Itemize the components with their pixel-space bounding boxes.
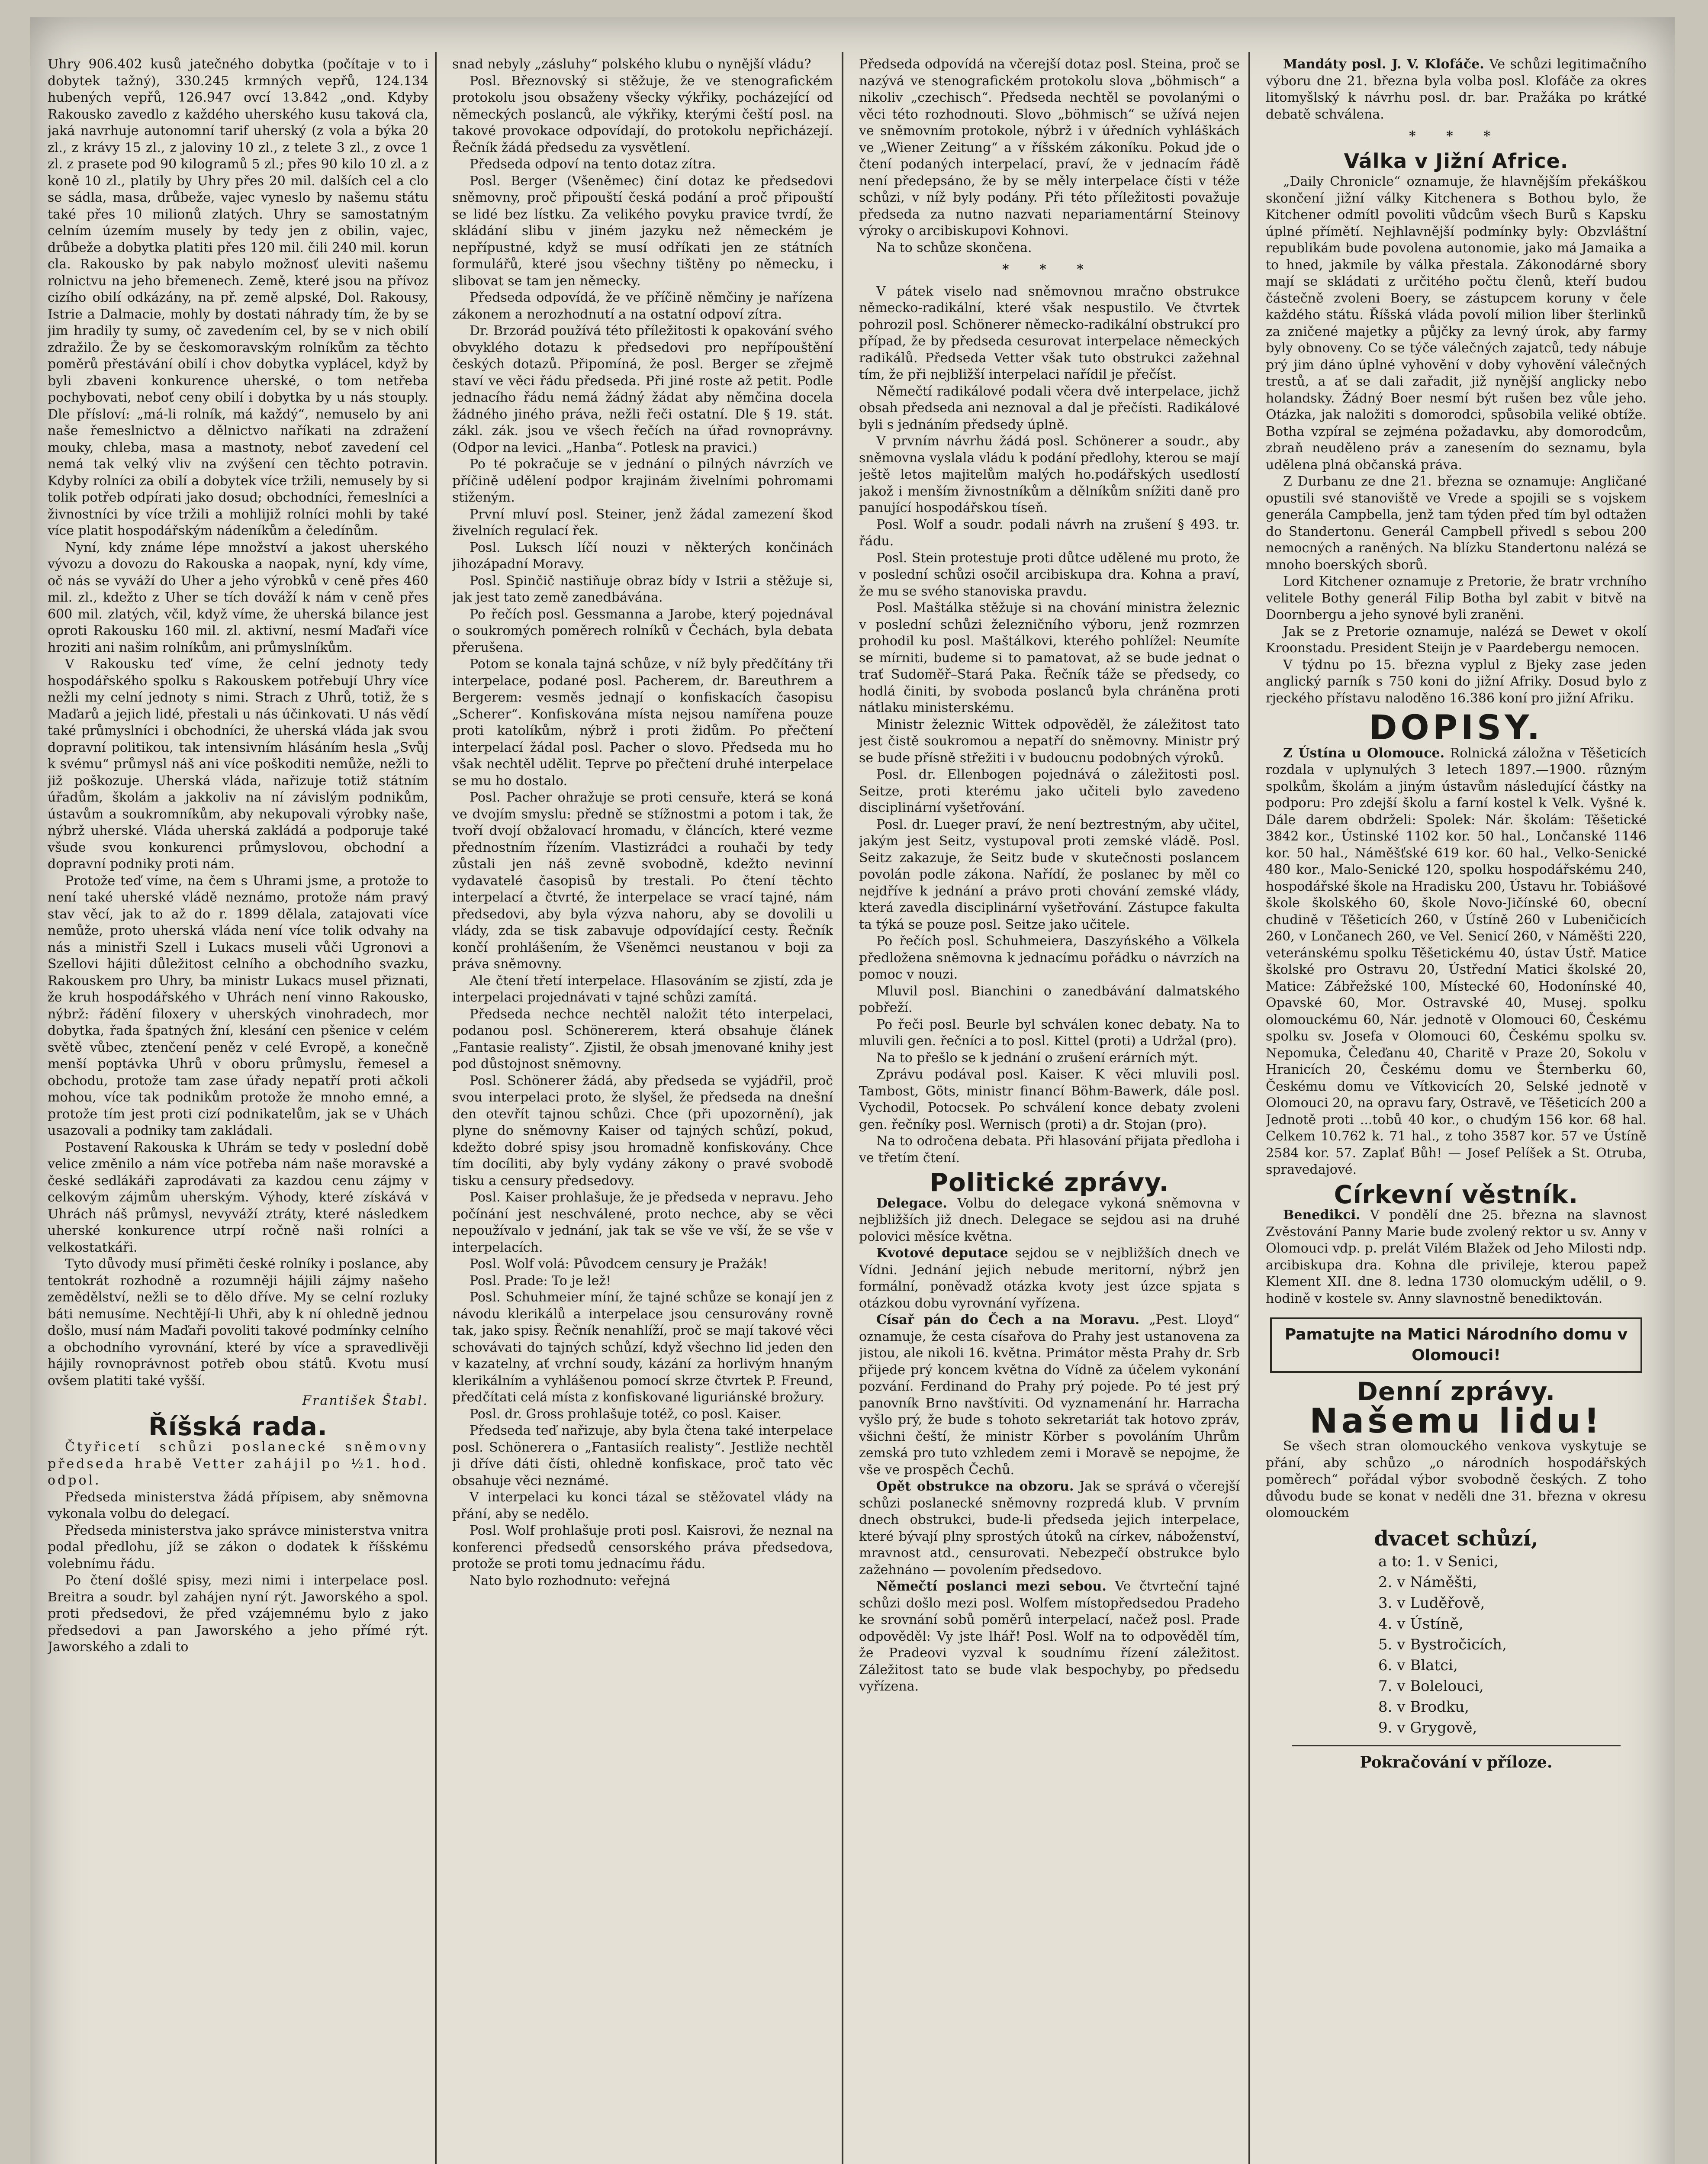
paragraph-text: Posl. Pacher ohražuje se proti censuře, která se koná ve dvojím smyslu: předně se stížnostmi a potom i tak, že tvoří dvojí obžalovací hromadu, v článcích, které vezme přednostním řízením. Vlastizrádci a rouhači by tedy zůstali jen náš zevně svobodně, kdežto nevinní vydavatelé časopisů by trestali. Po čtení těchto interpelací a čtvrté, že interpelace se vrací tajné, nám předsedovi, aby byla výzva nahoru, aby se dovolili u vlády, zda se tisk zabavuje odpovídající cesty. Řečník končí prohlášením, že Všeněmci neustanou v boji za práva sněmovny. (452, 790, 833, 972)
article-paragraph (48, 540, 428, 657)
paragraph-text: Posl. Maštálka stěžuje si na chování ministra železnic v poslední schůzi železničního výboru, jenž rozmrzen prohodil ku posl. Maštálkovi, kterého pohlížel: Neumíte se mírniti, budeme si to pamatovat, až se bude jednat o trať Sudoměř–Stará Paka. Řečník táže se předsedy, co hodlá činiti, by svoboda poslanců byla chráněna proti nátlaku ministerskému. (859, 600, 1240, 715)
asterism-separator: * * * (1002, 262, 1097, 277)
article-paragraph (859, 433, 1240, 517)
column-rule (842, 52, 843, 2164)
article-paragraph (452, 1523, 833, 1573)
paragraph-text: Posl. Wolf prohlašuje proti posl. Kaisrovi, že neznal na konferenci předsedů censorského práva předsedova, protože se proti tomu jednacímu řádu. (452, 1523, 833, 1571)
paragraph-text: Posl. dr. Gross prohlašuje totéž, co posl. Kaiser. (470, 1406, 782, 1422)
article-paragraph (48, 873, 428, 1140)
paragraph-text: Protože teď víme, na čem s Uhrami jsme, a protože to není také uherské vládě neznámo, protože nám pravý stav věcí, jak to až do r. 1899 dělala, zatajovati více nemůže, proto uherská vláda není více tolik odvahy na nás a ministři Szell i Lukacs museli vůči Ugronovi a Szellovi hájiti důležitost celního a obchodního svazku, Rakouskem pro Uhry, ba ministr Lukacs musel přiznati, že kruh hospodářského v Uhrách není vinno Rakousko, nýbrž: řádění filoxery v uherských vinohradech, mor dobytka, řada špatných žní, klesání cen pšenice v celém světě vůbec, ztenčení peněz v celé Evropě, a konečně menší poptávka Uhrů v oboru průmyslu, řemesel a obchodu, protože tam zase úřady nepatří proti ačkoli mohou, více tak podnikům protože že mnoho emné, a protože tím jest proti cizí podnikatelům, jak se v Uhách usazovali a podniky tam zakládali. (48, 873, 428, 1138)
article-paragraph (48, 1140, 428, 1256)
article-paragraph (859, 1312, 1240, 1478)
article-paragraph (859, 56, 1240, 240)
paragraph-text: Posl. Schönerer žádá, aby předseda se vyjádřil, proč svou interpelaci proto, že slyšel, že předseda na dnešní den otevřít tajnou schůzi. Chce (při upozornění), jak plyne do sněmovny Kaiser od tajných schůzí, pokud, kdežto dobré spisy jsou hromadně konfiskovány. Chce tím docíliti, aby byly vydány zákony o pravé svobodě tisku a censury předsedovy. (452, 1073, 833, 1188)
article-paragraph (1266, 473, 1647, 573)
article-paragraph (1266, 1207, 1647, 1307)
paragraph-text: Potom se konala tajná schůze, v níž byly předčítány tři interpelace, podané posl. Pacherem, dr. Bareuthrem a Bergerem: vesměs jednají o konfiskacích časopisu „Scherer“. Konfiskována místa nejsou namířena pouze proti katolíkům, nýbrž i proti židům. Po přečtení interpelací žádal posl. Pacher o slovo. Předseda mu ho však nechtěl udělit. Teprve po přečtení druhé interpelace se mu ho dostalo. (452, 657, 833, 789)
section-heading: Církevní věstník. (1334, 1179, 1579, 1209)
section-heading: Říšská rada. (148, 1411, 328, 1441)
article-paragraph (452, 1006, 833, 1073)
article-paragraph (48, 1523, 428, 1573)
article-paragraph (1266, 573, 1647, 624)
list-item: 8. v Brodku, (1378, 1698, 1470, 1716)
paragraph-text: Nyní, kdy známe lépe množství a jakost uherského vývozu a dovozu do Rakouska a naopak, nyní, kdy víme, oč nás se vyváží do Uher a jeho výrobků v ceně přes 460 mil. zl., kdežto z Uher se tích dováží k nám v ceně přes 600 mil. zlatých, včil, když víme, že uherská bilance jest oproti Rakousku 160 mil. zl. aktivní, nesmí Maďaři více hroziti ani našim rolníkům, ani průmyslníkům. (48, 540, 428, 655)
column-1 (48, 56, 428, 2164)
article-paragraph (452, 290, 833, 323)
article-paragraph (859, 1133, 1240, 1166)
section-heading: Denní zprávy. (1357, 1377, 1556, 1406)
article-paragraph (859, 1195, 1240, 1246)
column-rule (1248, 52, 1250, 2164)
list-item: 6. v Blatci, (1378, 1657, 1458, 1674)
boxed-notice: Pamatujte na Matici Národního domu v Olomouci! (1270, 1317, 1642, 1373)
list-item: 9. v Grygově, (1378, 1719, 1477, 1736)
paragraph-text: V týdnu po 15. března vyplul z Bjeky zase jeden anglický parník s 750 koni do jižní Afriky. Dosud bylo z rjeckého přístavu naloděno 16.386 koní pro jižní Afriku. (1266, 657, 1647, 706)
section-heading: Našemu lidu! (1309, 1401, 1603, 1441)
paragraph-text: „Daily Chronicle“ oznamuje, že hlavnějším překáškou skončení jižní války Kitchenera s Bothou bylo, že Kitchener odmítl povoliti vůdcům všech Burů s Kapsku úplné přímětí. Nejhlavnější podmínky byly: Obzvláštní republikám bude povolena autonomie, jako má Jamaika a to hned, jakmile by válka přestala. Zákonodárné sbory mají se skládati z určitého počtu členů, kteří budou částečně zvoleni Boery, se zástupcem koruny v čele každého státu. Říšská vláda povolí milion liber šterlinků za zničené majetky a půjčky za levný úrok, aby farmy byly obnoveny. Co se týče válečných zajatců, tedy nábuje prý jim dáno úplné vyhovění v doby vyhovění válečných trestů, a ať se dali zařadit, již nynější anglicky nebo holandsky. Žádný Boer nesmí být rušen bez vůle jeho. Otázka, jak naložiti s domorodci, spůsobila veliké obtíže. Botha vzpíral se zejména požadavku, aby domorodcům, zbraň neuděleno práv a zanesením do seznamu, byla udělena plná občanská práva. (1266, 174, 1647, 473)
column-4 (1266, 56, 1647, 2164)
divider (1292, 1745, 1621, 1746)
column-rule (435, 52, 437, 2164)
article-paragraph (452, 573, 833, 606)
article-paragraph (452, 173, 833, 290)
column-3 (859, 56, 1240, 2164)
article-paragraph (452, 73, 833, 157)
article-paragraph (859, 1478, 1240, 1578)
paragraph-text: Zprávu podával posl. Kaiser. K věci mluvili posl. Tambost, Göts, ministr financí Böhm-Bawerk, dále posl. Vychodil, Potocsek. Po schválení konce debaty zvoleni gen. řečníky posl. Wernisch (proti) a dr. Stojan (pro). (859, 1067, 1240, 1132)
paragraph-rubric: Delegace. (876, 1195, 947, 1211)
section-heading: Válka v Jižní Africe. (1344, 149, 1569, 173)
paragraph-text: Posl. Kaiser prohlašuje, že je předseda v nepravu. Jeho počínání jest neschválené, proto nechce, aby se věci nepoužívalo v jednání, jak tak se vše ve vší, že se vše v interpelacích. (452, 1190, 833, 1255)
continuation-note: Pokračování v příloze. (1360, 1753, 1553, 1771)
paragraph-text: V pátek viselo nad sněmovnou mračno obstrukce německo-radikální, které však nespustilo. Ve čtvrtek pohrozil posl. Schönerer německo-radikální obstrukcí pro případ, že by předseda cesurovat interpelace německých radikálů. Předseda Vetter však tuto obstrukci zažehnal tím, že při nejbližší interpelaci nařídil je přečíst. (859, 283, 1240, 382)
article-paragraph (859, 717, 1240, 767)
article-paragraph (452, 456, 833, 506)
paragraph-text: Posl. dr. Ellenbogen pojednává o záležitosti posl. Seitze, proti kterému jako učiteli bylo zavedeno disciplinární vyšetřování. (859, 767, 1240, 815)
paragraph-text: Ve čtvrteční tajné schůzi došlo mezi posl. Wolfem místopředsedou Pradeho ke srovnání sobů poměrů interpelací, načež posl. Prade odpověděl: Vy jste lhář! Posl. Wolf na to odpověděl tím, že Pradeovi vyzval k soudnímu řízení záležitost. Záležitost tato se bude vlak bespochyby, po předsedu vyřízena. (859, 1579, 1240, 1694)
paragraph-text: Volbu do delegace vykoná sněmovna v nejbližších již dnech. Delegace se sejdou asi na druhé polovici měsíce května. (859, 1195, 1240, 1244)
paragraph-text: Rolnická záložna v Těšeticích rozdala v uplynulých 3 letech 1897.—1900. různým spolkům, školám a jiným ústavům následující částky na podporu: Pro zdejší školu a farní kostel k Velk. Vyšné k. Dále darem obdrželi: Spolek: Nár. školám: Těšetické 3842 kor., Ústinské 1102 kor. 50 hal., Lončanské 1146 kor. 50 hal., Náměšťské 619 kor. 60 hal., Velko-Senické 480 kor., Malo-Senické 120, spolku hospodářskému 240, hospodářské škole na Hradisku 200, Ústavu hr. Tobiášové škole školského 60, škole Novo-Jičínské 60, obecní chudině v Těšeticích 260, v Ústíně 260 v Lubeničicích 260, v Lončanech 260, ve Vel. Senicí 260, v Náměšti 220, veteránskému spolku Těšetickému 40, ústav Ústř. Matice školské pro Ostravu 20, Ústřední Matici školské 20, Matice: Zábřežské 100, Místecké 60, Hodonínské 40, Opavské 60, Mor. Ostravské 40, Musej. spolku olomouckému 60, Nár. jednotě v Olomouci 60, Českému spolku sv. Josefa v Olomouci 60, Českému spolku sv. Nepomuka, Čeleďanu 40, Charitě v Praze 20, Sokolu v Hranicích 20, Českému domu ve Šternberku 60, Českému domu ve Vítkovicích 20, Selské jednotě v Olomouci 20, na opravu fary, Ostravě, ve Těšeticích 200 a Jednotě proti ...tobů 40 kor., o chudým 156 kor. 68 hal. Celkem 10.762 k. 71 hal., z toho 3587 kor. 57 ve Ústíně 2584 kor. 57. Zaplať Bůh! — Josef Pelíšek a St. Otruba, spravedajové. (1266, 745, 1647, 1177)
paragraph-text: Na to schůze skončena. (876, 240, 1032, 255)
article-paragraph (452, 1423, 833, 1489)
paragraph-rubric: Opět obstrukce na obzoru. (876, 1479, 1074, 1494)
paragraph-text: Se všech stran olomouckého venkova vyskytuje se přání, aby schůzo „o národních hospodářských poměrech“ pořádal výbor svobodně českých. Z toho důvodu bude se konat v neděli dne 31. března v okresu olomouckém (1266, 1439, 1647, 1520)
paragraph-rubric: Z Ústína u Olomouce. (1283, 745, 1445, 761)
paragraph-text: Předseda odpovídá na včerejší dotaz posl. Steina, proč se nazývá ve stenografickém protokolu slova „böhmisch“ a nikoliv „czechisch“. Předseda nechtěl se povolanými o věci této rozhodnouti. Slovo „böhmisch“ se užívá nejen ve sněmovním protokole, nýbrž i v úředních vyhláškách ve „Wiener Zeitung“ a v říšském zákoníku. Pokud jde o čtení podaných interpelací, praví, že v jednacím řádě není předepsáno, že by se měly interpelace čísti v téže schůzi, v níž byly podány. Při této příležitosti považuje předseda za nutno nazvati nepariamentární Steinovy výroky o arcibiskupovi Kohnovi. (859, 57, 1240, 238)
article-paragraph (48, 1439, 428, 1489)
article-paragraph (48, 1489, 428, 1523)
article-paragraph (859, 283, 1240, 383)
paragraph-rubric: Mandáty posl. J. V. Klofáče. (1283, 57, 1484, 72)
article-paragraph (859, 983, 1240, 1017)
article-paragraph (859, 517, 1240, 550)
paragraph-text: Postavení Rakouska k Uhrám se tedy v poslední době velice změnilo a nám více potřeba nám naše moravské a české sedlákáři zaprodávati za kazdou cenu zájmy v celkovým zájmům uherským. Výhody, které získává v Uhrách náš průmysl, nevyváží ztráty, které následkem uherské konkurence utrpí ročně naši rolníci a velkostatkáři. (48, 1140, 428, 1255)
author-signature: František Štabl. (302, 1393, 428, 1408)
paragraph-text: Po čtení došlé spisy, mezi nimi i interpelace posl. Breitra a soudr. byl zahájen nyní rýt. Jaworského a spol. proti předsedovi, že před vzájemnému bylo z jako předsedovi a pan Jaworského a jeho přímé rýt. Jaworského a zdali to (48, 1573, 428, 1655)
paragraph-text: Ve schůzi legitimačního výboru dne 21. března byla volba posl. Klofáče za okres litomyšlský k návrhu posl. dr. bar. Pražáka po krátké debatě schválena. (1266, 57, 1647, 122)
paragraph-rubric: Němečtí poslanci mezi sebou. (876, 1579, 1107, 1594)
article-paragraph (452, 1189, 833, 1256)
paragraph-text: Po řečích posl. Schuhmeiera, Daszyńského a Völkela předložena sněmovna k jednacímu pořádku o návrzích na pomoc v nouzi. (859, 934, 1240, 982)
paragraph-text: První mluví posl. Steiner, jenž žádal zamezení škod živelních regulací řek. (452, 506, 833, 538)
list-item: 2. v Náměšti, (1378, 1574, 1477, 1591)
article-paragraph (452, 606, 833, 657)
article-paragraph (452, 540, 833, 573)
article-paragraph (48, 56, 428, 540)
paragraph-text: Předseda teď nařizuje, aby byla čtena také interpelace posl. Schönerera o „Fantasiích realisty“. Jestliže nechtěl ji dříve dáti čísti, ohledně konfiskace, proč tato věc obsahuje věci neznámé. (452, 1423, 833, 1488)
article-paragraph (859, 933, 1240, 983)
list-item: 4. v Ústíně, (1378, 1615, 1464, 1633)
article-paragraph (859, 1245, 1240, 1312)
paragraph-text: Ale čtení třetí interpelace. Hlasováním se zjistí, zda je interpelaci projednávati v tajné schůzi zamítá. (452, 973, 833, 1005)
paragraph-text: Posl. Spinčič nastiňuje obraz bídy v Istrii a stěžuje si, jak jest tato země zanedbávána. (452, 573, 833, 605)
article-paragraph (859, 240, 1240, 257)
paragraph-text: Posl. Prade: To je lež! (470, 1273, 611, 1288)
paragraph-text: Předseda ministerstva jako správce ministerstva vnitra podal předlohu, jíž se zákon o dodatek k říšskému volebnímu řádu. (48, 1523, 428, 1571)
article-paragraph (452, 156, 833, 173)
paragraph-text: Na to odročena debata. Při hlasování přijata předloha i ve třetím čtení. (859, 1134, 1240, 1166)
paragraph-text: sejdou se v nejbližších dnech ve Vídni. Jednání jejich nebude meritorní, nýbrž jen formální, poněvadž otázka kvoty jest úzce spjata s otázkou dobu vyrovnání vyřízena. (859, 1246, 1240, 1311)
section-heading: Politické zprávy. (930, 1168, 1169, 1197)
paragraph-text: Posl. Wolf volá: Původcem censury je Pražák! (470, 1256, 768, 1272)
article-paragraph (1266, 174, 1647, 473)
article-paragraph (452, 506, 833, 540)
asterism-separator: * * * (1409, 129, 1503, 144)
paragraph-text: Posl. Wolf a soudr. podali návrh na zrušení § 493. tr. řádu. (859, 517, 1240, 549)
paragraph-text: snad nebyly „zásluhy“ polského klubu o nynější vládu? (452, 57, 811, 72)
article-paragraph (859, 766, 1240, 817)
article-paragraph (1266, 624, 1647, 657)
paragraph-text: V Rakousku teď víme, že celní jednoty tedy hospodářského spolku s Rakouskem potřebují Uhry více nežli my celní jednoty s nimi. Strach z Uhrů, totiž, že s Maďarů a jejich lidé, přestali u nás účinkovati. U nás vědí také průmyslníci i obchodníci, že uherská vláda jak svou dopravní politikou, tak intensivním hlásáním hesla „Svůj k svému“ průmysl náš ani více poškoditi nemůže, nežli to již poškozuje. Uherská vláda, nařizuje totiž státním úřadům, školám a jakkoliv na ní závislým podnikům, ústavům a soukromníkům, aby nekupovali výrobky naše, nýbrž uherské. Vláda uherská zakládá a podporuje také všude svou konkurenci průmyslovou, obchodní a dopravní podniky proti nám. (48, 657, 428, 872)
article-paragraph (859, 1066, 1240, 1133)
article-paragraph (1266, 1438, 1647, 1522)
article-paragraph (1266, 56, 1647, 123)
paragraph-text: V prvním návrhu žádá posl. Schönerer a soudr., aby sněmovna vyslala vládu k podání předlohy, kterou se mají ještě letos majitelům malých ho.podářských usedlostí jakož i menším živnostníkům a dělníkům snížiti daně pro panující hospodářskou tíseň. (859, 434, 1240, 515)
article-paragraph (859, 600, 1240, 717)
paragraph-text: Na to přešlo se k jednání o zrušení erárních mýt. (876, 1050, 1199, 1066)
article-paragraph (452, 1573, 833, 1590)
paragraph-rubric: Kvotové deputace (876, 1246, 1008, 1261)
paragraph-text: Posl. Luksch líčí nouzi v některých končinách jihozápadní Moravy. (452, 540, 833, 572)
list-item: 5. v Bystročicích, (1378, 1636, 1507, 1653)
article-paragraph (1266, 745, 1647, 1179)
paragraph-text: Ministr železnic Wittek odpověděl, že záležitost tato jest čistě soukromou a nepatří do sněmovny. Ministr prý se bude přísně střežiti i v budoucnu podobných výroků. (859, 717, 1240, 766)
paragraph-text: Předseda ministerstva žádá přípisem, aby sněmovna vykonala volbu do delegací. (48, 1489, 428, 1521)
paragraph-text: Uhry 906.402 kusů jatečného dobytka (počítaje v to i dobytek tažný), 330.245 krmných vepřů, 124.134 hubených vepřů, 126.947 ovcí 13.842 „ond. Kdyby Rakousko zavedlo z každého uherského kusu taková cla, jaká navrhuje autonomní tarif uherský (z vola a býka 20 zl., z krávy 15 zl., z jaloviny 10 zl., z telete 3 zl., z ovce 1 zl. z prasete pod 90 kilogramů 5 zl.; přes 90 kilo 10 zl. a z koně 10 zl., platily by Uhry přes 20 mil. dalších cel a clo se sádla, masa, drůbeže, vajec vyneslo by našemu státu také přes 10 milionů zlatých. Uhry se samostatným celním územím musely by tedy jen z obilin, vajec, drůbeže a dobytka platiti přes 120 mil. čili 240 mil. korun cla. Rakousko by pak nabylo možnosť uleviti našemu rolnictvu na jeho břemenech. Země, které jsou na přívoz cizího obilí odkázány, na př. země alpské, Dol. Rakousy, Istrie a Dalmacie, mohly by dostati náhrady tím, že by se jim hradily ty sumy, oč zavedením cel, by se v nich obilí zdražilo. Že by se českomoravským rolníkům za těchto poměrů přestávání obilí i chov dobytka vyplácel, když by byli zbaveni konkurence uherské, o tom netřeba pochybovati, neboť ceny obilí i dobytka by u nás stouply. Dle přísloví: „má-li rolník, má každý“, nemuselo by ani naše řemeslnictvo a dělnictvo naříkati na zdražení mouky, chleba, masa a mastnoty, neboť zavedení cel nemá tak velký vliv na zvýšení cen těchto potravin. Kdyby rolníci za obilí a dobytek více tržili, nemusely by si tolik potřeb odpírati jako dosud; obchodníci, řemeslníci a živnostníci by více tržili a mohlijiž rolníci mohli by také více platit hospodářským nádeníkům a čeledínům. (48, 57, 428, 538)
paragraph-text: Čtyřicetí schůzi poslanecké sněmovny předseda hrabě Vetter zahájil po ½1. hod. odpol. (48, 1439, 428, 1488)
list-item: a to: 1. v Senici, (1378, 1553, 1499, 1570)
article-paragraph (452, 323, 833, 456)
paragraph-text: Tyto důvody musí přiměti české rolníky i poslance, aby tentokrát rozhodně a rozumněji hájili zájmy našeho zemědělství, nežli se to dělo dříve. My se celní rozluky báti nemusíme. Nechtějí-li Uhři, aby k ní ohledně jednou došlo, musí nám Maďaři povoliti takové podmínky celního a obchodního vyrovnání, které by více a spravedlivěji hájily rovnoprávnost potřeb obou států. Kvotu musí ovšem platiti také vyšší. (48, 1256, 428, 1388)
article-paragraph (452, 1256, 833, 1273)
paragraph-rubric: Císař pán do Čech a na Moravu. (876, 1312, 1140, 1327)
meetings-list (1378, 1551, 1647, 1738)
article-paragraph (859, 817, 1240, 934)
article-paragraph (859, 1050, 1240, 1067)
paragraph-text: Předseda nechce nechtěl naložit této interpelaci, podanou posl. Schönererem, která obsahuje článek „Fantasie realisty“. Zjistil, že obsah jmenované knihy jest pod důstojnost sněmovny. (452, 1006, 833, 1072)
article-paragraph (859, 1017, 1240, 1050)
article-paragraph (452, 1073, 833, 1190)
article-paragraph (452, 56, 833, 73)
article-paragraph (452, 1489, 833, 1523)
paragraph-text: Předseda odpovídá, že ve příčině němčiny je nařízena zákonem a nerozhodnutí a na ostatní odpoví zítra. (452, 290, 833, 322)
newspaper-page (30, 17, 1675, 2164)
paragraph-text: Po řečích posl. Gessmanna a Jarobe, který pojednával o soukromých poměrech rolníků v Čechách, byla debata přerušena. (452, 606, 833, 655)
paragraph-text: Po řeči posl. Beurle byl schválen konec debaty. Na to mluvili gen. řečníci a to posl. Kittel (proti) a Udržal (pro). (859, 1017, 1240, 1049)
paragraph-text: Z Durbanu ze dne 21. března se oznamuje: Angličané opustili své stanoviště ve Vrede a spojili se s vojskem generála Campbella, jenž tam týden před tím byl odtažen do Standertonu. Generál Campbell přivedl s sebou 200 nemocných a raněných. Na blízku Standertonu nalézá se mnoho boerských sborů. (1266, 474, 1647, 573)
article-paragraph (452, 973, 833, 1006)
article-paragraph (452, 789, 833, 973)
article-paragraph (452, 1273, 833, 1290)
paragraph-text: V pondělí dne 25. března na slavnost Zvěstování Panny Marie bude zvolený rektor u sv. Anny v Olomouci vdp. p. prelát Vilém Blažek od Jeho Milosti ndp. arcibiskupa dra. Kohna dle privileje, kterou papež Klement XII. dne 8. ledna 1730 olomuckým udělil, o 9. hodině v kostele sv. Anny slavnostně benediktován. (1266, 1208, 1647, 1306)
paragraph-text: Posl. Berger (Všeněmec) činí dotaz ke předsedovi sněmovny, proč připouští česká podání a proč připouští se lidé bez lístku. Za velikého povyku pravice tvrdí, že skládání slibu v jiném jazyku než německém je nepřípustné, když se musí odříkati jen ze státních formulářů, které jsou všechny tištěny po německu, i slibovat se tam jen německy. (452, 173, 833, 289)
paragraph-text: Němečtí radikálové podali včera dvě interpelace, jichž obsah předseda ani neznoval a dal je přečísti. Radikálové byli s jednáním předsedy úplně. (859, 383, 1240, 432)
paragraph-text: Posl. dr. Lueger praví, že není beztrestným, aby učitel, jakým jest Seitz, vystupoval proti zemské vládě. Posl. Seitz zakazuje, že Seitz bude v skutečnosti poslancem povolán podle zákona. Nařídí, že poslanec by měl co nejdříve k jednání a právo proti chování zemské vlády, která zavedla disciplinární vyšetřování. Zástupce fakulta ta týká se pouze posl. Seitze jako učitele. (859, 817, 1240, 932)
paragraph-text: Po té pokračuje se v jednání o pilných návrzích ve příčině udělení podpor krajinám živelními pohromami stiženým. (452, 457, 833, 505)
paragraph-text: Dr. Brzorád používá této příležitosti k opakování svého obvyklého dotazu k předsedovi pro nepřípouštění českých dotazů. Připomíná, že posl. Berger se zřejmě staví ve věci řádu předseda. Při jiné roste až petit. Podle jednacího řádu nemá žádný žádat aby němčina docela žádného jiného práva, nežli řeči ostatní. Dle § 19. stát. zákl. zák. jsou ve všech řečích na úřad rovnoprávny. (Odpor na levici. „Hanba“. Potlesk na pravici.) (452, 323, 833, 455)
list-item: 3. v Luděřově, (1378, 1594, 1485, 1612)
article-paragraph (452, 1289, 833, 1406)
article-paragraph (859, 383, 1240, 434)
section-heading: DOPISY. (1369, 708, 1544, 747)
paragraph-text: Jak se správá o včerejší schůzi poslanecké sněmovny rozpredá klub. V prvním dnech obstrukci, bude-li předseda jejich interpelace, které bývají plny sprostých útoků na církev, náboženství, mravnost atd., censurovati. Nebezpečí obstrukce bylo zažehnáno — povolením předsedovo. (859, 1479, 1240, 1578)
article-paragraph (48, 656, 428, 873)
article-paragraph (452, 1406, 833, 1423)
paragraph-text: Mluvil posl. Bianchini o zanedbávání dalmatského pobřeží. (859, 983, 1240, 1015)
paragraph-text: Předseda odpoví na tento dotaz zítra. (470, 157, 716, 172)
paragraph-text: Posl. Stein protestuje proti důtce udělené mu proto, že v poslední schůzi osočil arcibiskupa dra. Kohna a praví, že mu se svého stanoviska pravdu. (859, 550, 1240, 599)
paragraph-text: V interpelaci ku konci tázal se stěžovatel vlády na přání, aby se nedělo. (452, 1490, 833, 1522)
article-paragraph (452, 656, 833, 789)
article-paragraph (48, 1572, 428, 1656)
article-paragraph (1266, 657, 1647, 707)
paragraph-text: Lord Kitchener oznamuje z Pretorie, že bratr vrchního velitele Bothy generál Filip Botha byl zabit v bitvě na Doornbergu a jeho synové byli zraněni. (1266, 574, 1647, 622)
paragraph-text: Jak se z Pretorie oznamuje, nalézá se Dewet v okolí Kroonstadu. President Steijn je v Paardebergu nemocen. (1266, 624, 1647, 656)
article-paragraph (48, 1256, 428, 1389)
paragraph-text: Posl. Schuhmeier míní, že tajné schůze se konají jen z návodu klerikálů a interpelace jsou censurovány rovně tak, jako spisy. Řečník nenahlíží, proč se mají takové věci schovávati do tajných schůzí, když všechno lid jeden den v kazatelny, ať vrchní soudy, kázání za horlivým hnaným klerikálním a vyhlášenou pomocí skrze čtvrtek P. Freund, předčítati celá místa z konfiskované liguriánské brožury. (452, 1290, 833, 1405)
paragraph-text: „Pest. Lloyd“ oznamuje, že cesta císařova do Prahy jest ustanovena za jistou, ale nikoli 16. května. Primátor města Prahy dr. Srb přijede prý koncem května do Vídně za účelem vykonání pozvání. Ferdinand do Prahy prý pojede. Po té jest prý panovník Brno navštíviti. Od vyznamenání hr. Harracha vyšlo prý, že bude s tohoto sekretariát tak hotovo zpráv, všichni čeští, že ministr Körber s povoláním Uhrům zemská pro tuto vzhledem zemi i Moravě se nepojme, že vše ve prospěch Čechů. (859, 1312, 1240, 1478)
meetings-heading: dvacet schůzí, (1374, 1526, 1538, 1551)
paragraph-text: Nato bylo rozhodnuto: veřejná (470, 1573, 670, 1588)
article-paragraph (859, 550, 1240, 600)
column-2 (452, 56, 833, 2164)
list-item: 7. v Bolelouci, (1378, 1678, 1484, 1695)
paragraph-text: Posl. Březnovský si stěžuje, že ve stenografickém protokolu jsou obsaženy všecky výkřiky, pocházející od německých poslanců, ale výkřiky, kterými čeští posl. na takové provokace odpovídají, do protokolu nepřicházejí. Řečník žádá předsedu za vysvětlení. (452, 73, 833, 155)
paragraph-rubric: Benedikci. (1283, 1208, 1361, 1223)
article-paragraph (859, 1578, 1240, 1695)
